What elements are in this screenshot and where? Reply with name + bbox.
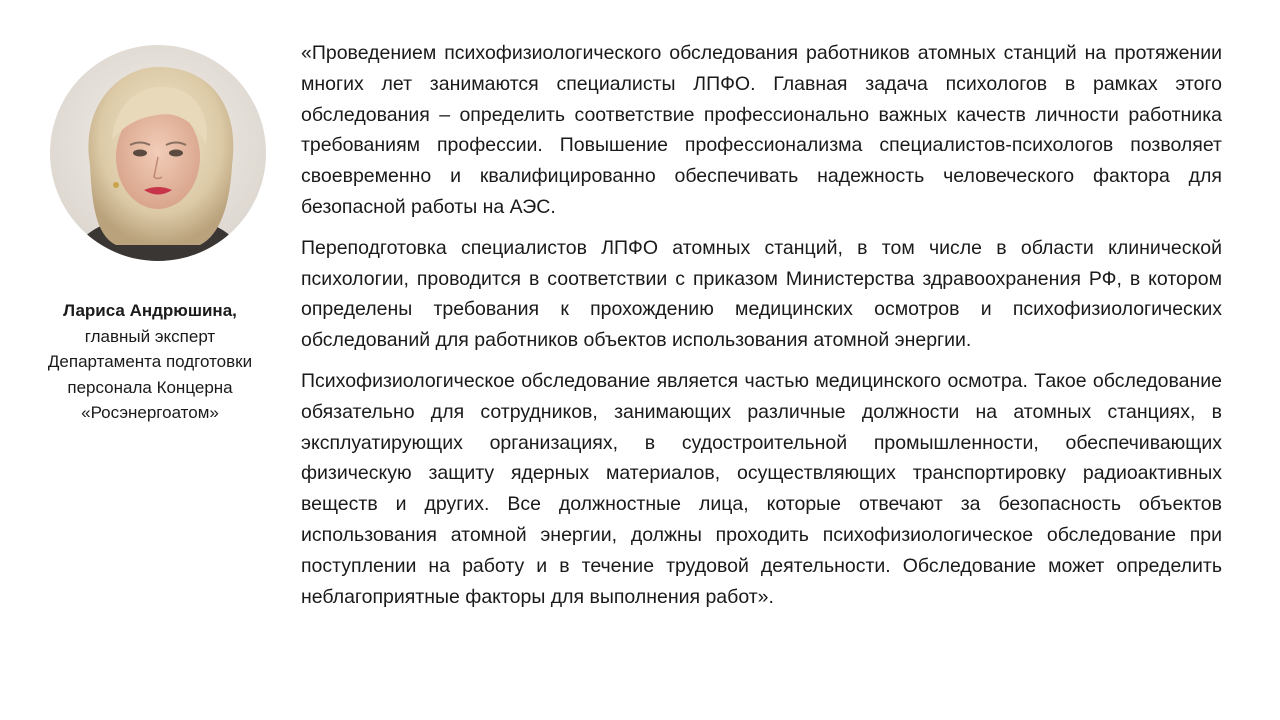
portrait-photo (50, 45, 266, 261)
quote-paragraph: «Проведением психофизиологического обследования работников атомных станций на протяжении многих лет занимаются специалисты ЛПФО. Главная задача психологов в рамках этого обследования – определить соответствие профессионально важных качеств личности работника требованиям профессии. Повышение профессионализма специалистов-психологов позволяет своевременно и квалифицированно обеспечивать надежность человеческого фактора для безопасной работы на АЭС. (301, 42, 1222, 218)
author-caption (30, 298, 270, 426)
portrait-illustration (50, 45, 266, 261)
quote-text (301, 38, 1222, 612)
quote-paragraph: Переподготовка специалистов ЛПФО атомных станций, в том числе в области клинической психологии, проводится в соответствии с приказом Министерства здравоохранения РФ, в котором определены требования к прохождению медицинских осмотров и психофизиологических обследований для работников объектов использования атомной энергии. (301, 236, 1222, 352)
quote-paragraph: Психофизиологическое обследование является частью медицинского осмотра. Такое обследование обязательно для сотрудников, занимающих различные должности на атомных станциях, в эксплуатирующих организациях, в судостроительной промышленности, обеспечивающих физическую защиту ядерных материалов, осуществляющих транспортировку радиоактивных веществ и других. Все должностные лица, которые отвечают за безопасность объектов использования атомной энергии, должны проходить психофизиологическое обследование при поступлении на работу и в течение трудовой деятельности. Обследование может определить неблагоприятные факторы для выполнения работ». (301, 369, 1222, 608)
author-role: главный эксперт Департамента подготовки персонала Концерна «Росэнергоатом» (47, 326, 253, 422)
author-name: Лариса Андрюшина, (63, 301, 237, 320)
